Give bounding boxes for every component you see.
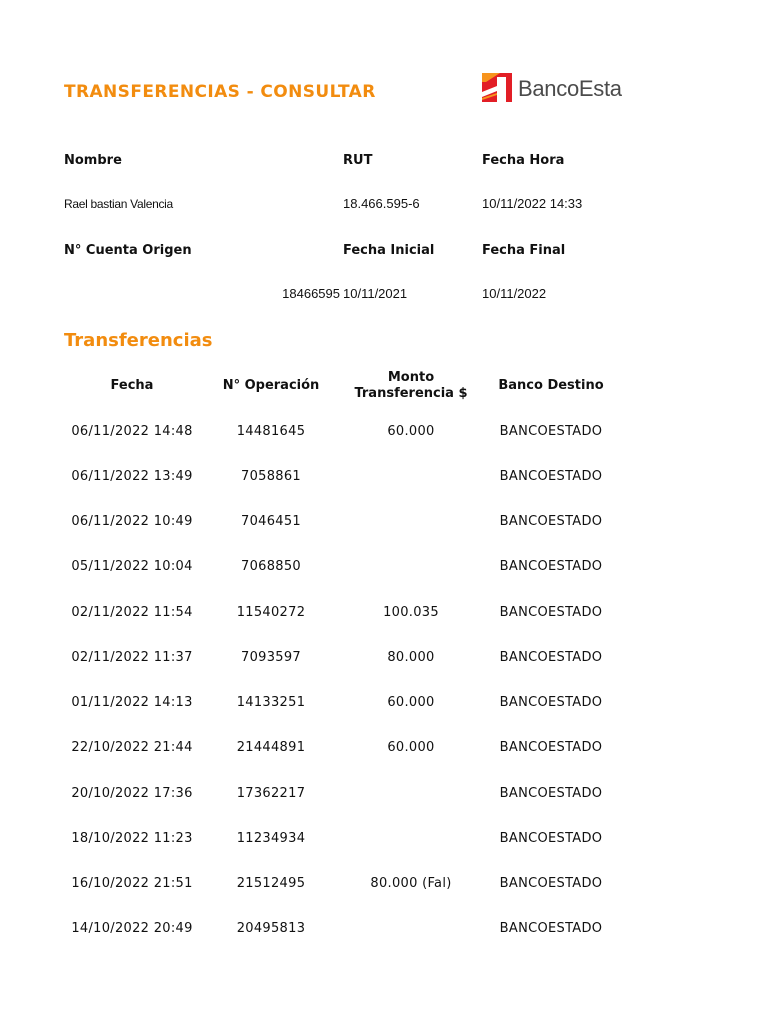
start-date: 10/11/2021 xyxy=(343,286,408,301)
table-row xyxy=(0,876,768,896)
row-operation: 21444891 xyxy=(236,740,306,755)
row-bank: BANCOESTADO xyxy=(499,650,603,665)
row-date: 18/10/2022 11:23 xyxy=(71,831,193,846)
table-row xyxy=(0,921,768,941)
row-date: 22/10/2022 21:44 xyxy=(71,740,193,755)
row-operation: 7046451 xyxy=(241,514,301,529)
row-bank: BANCOESTADO xyxy=(499,469,603,484)
row-operation: 7058861 xyxy=(241,469,301,484)
row-operation: 7068850 xyxy=(241,559,301,574)
row-bank: BANCOESTADO xyxy=(499,514,603,529)
name-label: Nombre xyxy=(64,153,122,168)
column-header-amount-line2: Transferencia $ xyxy=(354,386,468,401)
row-operation: 21512495 xyxy=(236,876,306,891)
bank-logo-icon xyxy=(480,70,514,104)
table-row xyxy=(0,559,768,579)
row-date: 20/10/2022 17:36 xyxy=(71,786,193,801)
column-header-amount xyxy=(338,370,484,402)
datetime-label: Fecha Hora xyxy=(482,153,565,168)
end-date-label: Fecha Final xyxy=(482,243,566,258)
client-rut: 18.466.595-6 xyxy=(343,196,420,211)
table-row xyxy=(0,424,768,444)
table-row xyxy=(0,831,768,851)
row-bank: BANCOESTADO xyxy=(499,831,603,846)
row-operation: 7093597 xyxy=(241,650,301,665)
row-bank: BANCOESTADO xyxy=(499,740,603,755)
table-row xyxy=(0,514,768,534)
row-date: 02/11/2022 11:54 xyxy=(71,605,193,620)
row-bank: BANCOESTADO xyxy=(499,921,603,936)
row-operation: 20495813 xyxy=(236,921,306,936)
query-datetime: 10/11/2022 14:33 xyxy=(482,196,583,211)
row-bank: BANCOESTADO xyxy=(499,559,603,574)
table-row xyxy=(0,650,768,670)
start-date-label: Fecha Inicial xyxy=(343,243,435,258)
column-header-bank: Banco Destino xyxy=(498,378,604,393)
row-operation: 14481645 xyxy=(236,424,306,439)
row-bank: BANCOESTADO xyxy=(499,876,603,891)
row-amount: 60.000 xyxy=(387,695,435,710)
row-date: 01/11/2022 14:13 xyxy=(71,695,193,710)
column-header-operation: N° Operación xyxy=(222,378,320,393)
table-row xyxy=(0,469,768,489)
row-operation: 11234934 xyxy=(236,831,306,846)
rut-label: RUT xyxy=(343,153,373,168)
row-date: 16/10/2022 21:51 xyxy=(71,876,193,891)
row-operation: 14133251 xyxy=(236,695,306,710)
column-header-date: Fecha xyxy=(110,378,154,393)
row-bank: BANCOESTADO xyxy=(499,695,603,710)
end-date: 10/11/2022 xyxy=(482,286,547,301)
row-amount: 80.000 xyxy=(387,650,435,665)
row-operation: 17362217 xyxy=(236,786,306,801)
row-date: 06/11/2022 10:49 xyxy=(71,514,193,529)
account-number: 18466595 xyxy=(282,286,340,301)
row-date: 06/11/2022 14:48 xyxy=(71,424,193,439)
row-date: 14/10/2022 20:49 xyxy=(71,921,193,936)
row-amount: 60.000 xyxy=(387,424,435,439)
row-amount: 80.000 (Fal) xyxy=(370,876,452,891)
row-amount: 100.035 xyxy=(383,605,439,620)
row-amount: 60.000 xyxy=(387,740,435,755)
table-row xyxy=(0,786,768,806)
bank-logo-text: BancoEsta xyxy=(518,76,622,101)
table-row xyxy=(0,695,768,715)
table-row xyxy=(0,605,768,625)
row-operation: 11540272 xyxy=(236,605,306,620)
row-date: 05/11/2022 10:04 xyxy=(71,559,193,574)
bank-logo xyxy=(480,70,630,108)
page-title: TRANSFERENCIAS - CONSULTAR xyxy=(64,82,376,102)
row-bank: BANCOESTADO xyxy=(499,605,603,620)
client-name: Rael bastian Valencia xyxy=(64,197,173,211)
row-date: 06/11/2022 13:49 xyxy=(71,469,193,484)
account-label: N° Cuenta Origen xyxy=(64,243,192,258)
transfers-section-title: Transferencias xyxy=(64,330,213,351)
column-header-amount-line1: Monto xyxy=(387,370,435,385)
table-row xyxy=(0,740,768,760)
row-bank: BANCOESTADO xyxy=(499,786,603,801)
row-bank: BANCOESTADO xyxy=(499,424,603,439)
row-date: 02/11/2022 11:37 xyxy=(71,650,193,665)
